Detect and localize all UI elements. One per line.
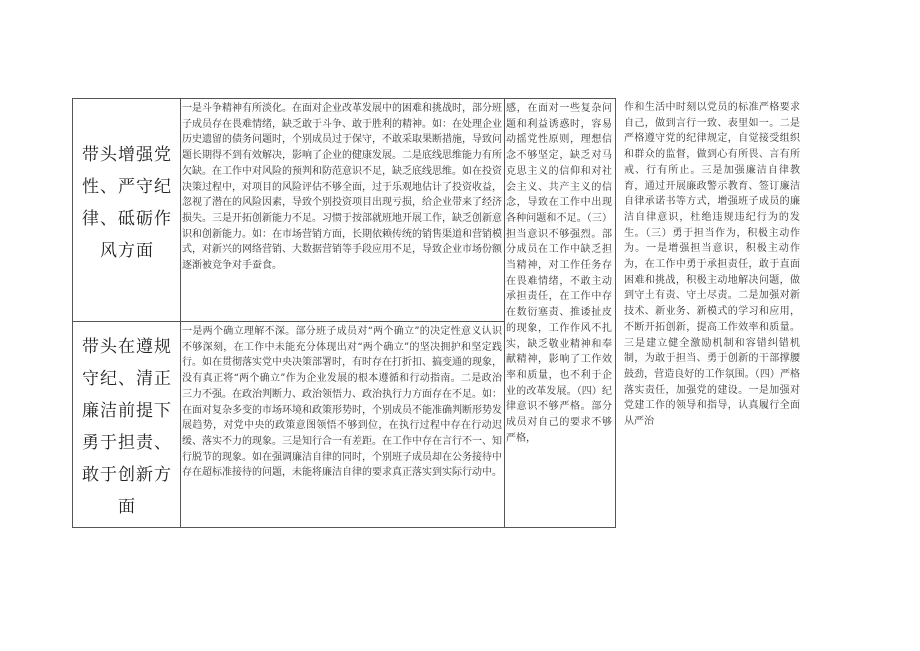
continuation-text: 作和生活中时刻以党员的标准严格要求自己，做到言行一致、表里如一。二是严格遵守党的纪律规定，自觉接受组织和群众的监督，做到心有所畏、言有所戒、行有所止。三是加强廉洁自律教育，通过开展廉政警示教育、签订廉洁自律承诺书等方式，增强班子成员的廉洁自律意识，杜绝违规违纪行为的发生。（三）勇于担当作为，积极主动作为。一是增强担当意识，积极主动作为，在工作中勇于承担责任，敢于直面困难和挑战，积极主动地解决问题，做到守土有责、守土尽责。二是加强对新技术、新业务、新模式的学习和应用，不断开拓创新，提高工作效率和质量。三是建立健全激励机制和容错纠错机制，为敢于担当、勇于创新的干部撑腰鼓劲，营造良好的工作氛围。（四）严格落实责任，加强党的建设。一是加强对党建工作的领导和指导，认真履行全面从严治 (624, 102, 800, 428)
row2-heading: 带头在遵规守纪、清正廉洁前提下勇于担责、敢于创新方面 (82, 337, 172, 517)
row1-heading: 带头增强党性、严守纪律、砥砺作风方面 (82, 145, 172, 261)
column-divider-1 (180, 99, 181, 527)
row2-content: 一是两个确立理解不深。部分班子成员对“两个确立”的决定性意义认识不够深刻，在工作中未能充分体现出对“两个确立”的坚决拥护和坚定践行。如在贯彻落实党中央决策部署时，有时存在打折扣、搞变通的现象，没有真正将“两个确立”作为企业发展的根本遵循和行动指南。二是政治三力不强。在政治判断力、政治领悟力、政治执行力方面存在不足。如：在面对复杂多变的市场环境和政策形势时，个别成员不能准确判断形势发展趋势，对党中央的政策意图领悟不够到位，在执行过程中存在行动迟缓、落实不力的现象。三是知行合一有差距。在工作中存在言行不一、知行脱节的现象。如在强调廉洁自律的同时，个别班子成员却在公务接待中存在超标准接待的问题，未能将廉洁自律的要求真正落实到实际行动中。 (182, 326, 502, 479)
column3-content: 感，在面对一些复杂问题和利益诱惑时，容易动摇党性原则，理想信念不够坚定，缺乏对马克思主义的信仰和对社会主义、共产主义的信念，导致在工作中出现各种问题和不足。（三）担当意识不够强烈。部分成员在工作中缺乏担当精神，对工作任务存在畏难情绪，不敢主动承担责任，在工作中存在数衍塞责、推诿扯皮的现象，工作作风不扎实，缺乏敬业精神和奉献精神，影响了工作效率和质量，也不利于企业的改革发展。（四）纪律意识不够严格。部分成员对自己的要求不够严格， (506, 103, 612, 444)
row-divider (73, 321, 504, 322)
column-divider-2 (504, 99, 505, 527)
comparison-table (72, 98, 616, 528)
row1-content: 一是斗争精神有所淡化。在面对企业改革发展中的困难和挑战时，部分班子成员存在畏难情绪，缺乏敢于斗争、敢于胜利的精神。如：在处理企业历史遗留的债务问题时，个别成员过于保守，不敢采取果断措施，导致问题长期得不到有效解决，影响了企业的健康发展。二是底线思维能力有所欠缺。在工作中对风险的预判和防范意识不足，缺乏底线思维。如在投资决策过程中，对项目的风险评估不够全面，过于乐观地估计了投资收益，忽视了潜在的风险因素，导致个别投资项目出现亏损，给企业带来了经济损失。三是开拓创新能力不足。习惯于按部就班地开展工作，缺乏创新意识和创新能力。如：在市场营销方面，长期依赖传统的销售渠道和营销模式，对新兴的网络营销、大数据营销等手段应用不足，导致企业市场份额逐渐被竞争对手蚕食。 (182, 103, 502, 272)
